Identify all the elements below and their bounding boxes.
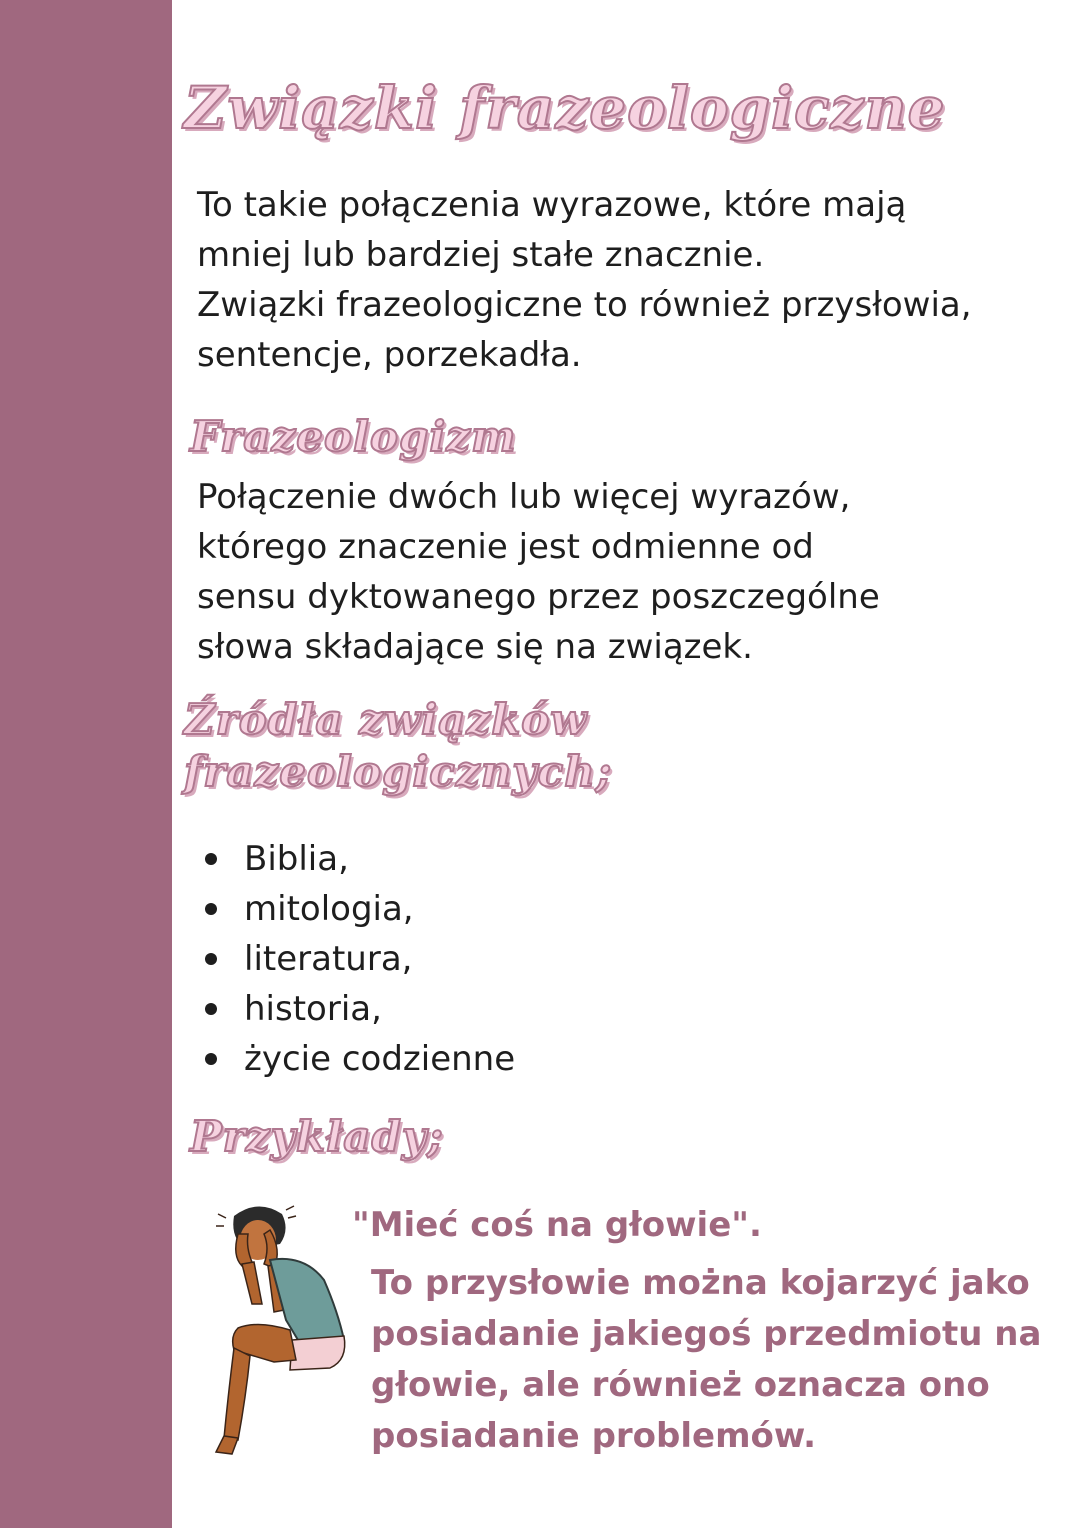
definition-line: słowa składające się na związek. [197, 627, 753, 667]
bullet-icon [205, 1003, 217, 1015]
list-item [205, 1034, 515, 1084]
sources-heading-line: Źródła związków [184, 695, 588, 744]
sources-heading [184, 694, 612, 798]
list-item-label: mitologia, [244, 889, 414, 929]
sidebar-stripe [0, 0, 172, 1528]
explanation-line: posiadanie problemów. [371, 1416, 817, 1456]
sources-list [205, 834, 515, 1084]
list-item-label: życie codzienne [244, 1039, 516, 1079]
list-item [205, 834, 515, 884]
intro-line: To takie połączenia wyrazowe, które mają [197, 185, 907, 225]
explanation-line: To przysłowie można kojarzyć jako [371, 1263, 1030, 1303]
list-item [205, 984, 515, 1034]
examples-heading: Przykłady; [190, 1112, 444, 1161]
stressed-person-illustration [212, 1200, 352, 1458]
bullet-icon [205, 1053, 217, 1065]
bullet-icon [205, 903, 217, 915]
explanation-line: posiadanie jakiegoś przedmiotu na [371, 1314, 1042, 1354]
explanation-line: głowie, ale również oznacza ono [371, 1365, 990, 1405]
example-explanation [371, 1258, 1041, 1462]
definition-line: sensu dyktowanego przez poszczególne [197, 577, 880, 617]
intro-line: Związki frazeologiczne to również przysłowia, [197, 285, 972, 325]
intro-paragraph [197, 180, 972, 380]
sources-heading-line: frazeologicznych; [184, 747, 613, 796]
list-item [205, 934, 515, 984]
intro-line: mniej lub bardziej stałe znacznie. [197, 235, 765, 275]
example-quote: "Mieć coś na głowie". [352, 1205, 762, 1245]
intro-line: sentencje, porzekadła. [197, 335, 582, 375]
list-item [205, 884, 515, 934]
page-title: Związki frazeologiczne [184, 74, 946, 142]
list-item-label: literatura, [244, 939, 413, 979]
bullet-icon [205, 853, 217, 865]
definition-paragraph [197, 472, 880, 672]
definition-heading: Frazeologizm [190, 412, 517, 461]
definition-line: Połączenie dwóch lub więcej wyrazów, [197, 477, 851, 517]
definition-line: którego znaczenie jest odmienne od [197, 527, 814, 567]
list-item-label: Biblia, [244, 839, 349, 879]
list-item-label: historia, [244, 989, 382, 1029]
bullet-icon [205, 953, 217, 965]
